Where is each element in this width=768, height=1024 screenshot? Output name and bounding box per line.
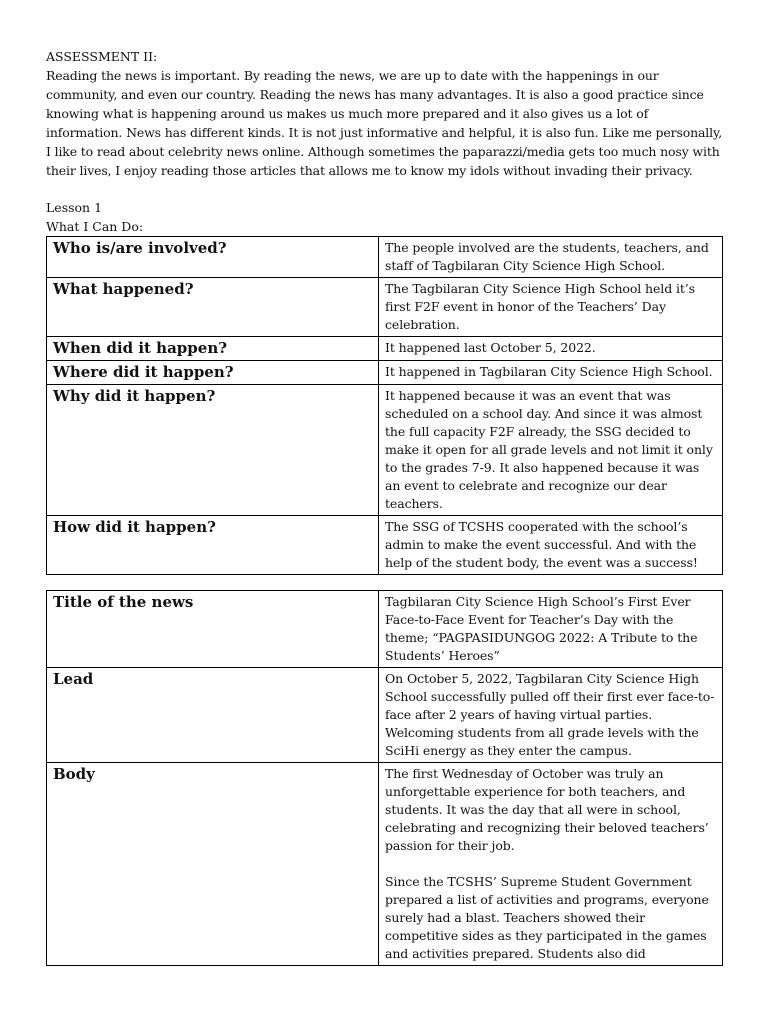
table-row [47, 361, 723, 385]
table-row [47, 763, 723, 966]
lead-label-cell: Lead [47, 668, 379, 763]
table-row [47, 337, 723, 361]
title-value-cell: Tagbilaran City Science High School’s First Ever Face-to-Face Event for Teacher’s Day with the theme; “PAGPASIDUNGOG 2022: A Tribute to the Students’ Heroes” [379, 591, 723, 668]
answer-cell: The people involved are the students, teachers, and staff of Tagbilaran City Science High School. [379, 237, 723, 278]
news-structure-table [46, 590, 723, 966]
answer-cell: It happened last October 5, 2022. [379, 337, 723, 361]
lesson-title: Lesson 1 [46, 200, 103, 215]
answer-cell: It happened because it was an event that was scheduled on a school day. And since it was almost the full capacity F2F already, the SSG decided to make it open for all grade levels and not limit it only to the grades 7-9. It also happened because it was an event to celebrate and recognize our dear teachers. [379, 385, 723, 516]
question-cell: When did it happen? [47, 337, 379, 361]
lead-value-cell: On October 5, 2022, Tagbilaran City Science High School successfully pulled off their first ever face-to-face after 2 years of having virtual parties. Welcoming students from all grade levels with the SciHi energy as they enter the campus. [379, 668, 723, 763]
assessment-heading: ASSESSMENT II: [46, 49, 158, 64]
question-cell: What happened? [47, 278, 379, 337]
table-row [47, 591, 723, 668]
answer-cell: It happened in Tagbilaran City Science High School. [379, 361, 723, 385]
assessment-paragraph: Reading the news is important. By reading the news, we are up to date with the happenings in our community, and even our country. Reading the news has many advantages. It is also a good practice since knowing what is happening around us makes us much more prepared and it also gives us a lot of information. News has different kinds. It is not just informative and helpful, it is also fun. Like me personally, I like to read about celebrity news online. Although sometimes the paparazzi/media gets too much nosy with their lives, I enjoy reading those articles that allows me to know my idols without invading their privacy. [46, 68, 723, 178]
answer-cell: The Tagbilaran City Science High School held it’s first F2F event in honor of the Teachers’ Day celebration. [379, 278, 723, 337]
body-value-cell [379, 763, 723, 966]
answer-cell: The SSG of TCSHS cooperated with the school’s admin to make the event successful. And with the help of the student body, the event was a success! [379, 516, 723, 575]
question-cell: How did it happen? [47, 516, 379, 575]
table-row [47, 516, 723, 575]
body-label-cell: Body [47, 763, 379, 966]
title-label-cell: Title of the news [47, 591, 379, 668]
table-row [47, 237, 723, 278]
question-cell: Where did it happen? [47, 361, 379, 385]
question-cell: Why did it happen? [47, 385, 379, 516]
body-paragraph-1: The first Wednesday of October was truly an unforgettable experience for both teachers, and students. It was the day that all were in school, celebrating and recognizing their beloved teachers’ passion for their job. [385, 766, 709, 853]
lesson-subtitle: What I Can Do: [46, 219, 144, 234]
document-page [46, 48, 726, 966]
question-cell: Who is/are involved? [47, 237, 379, 278]
body-paragraph-2: Since the TCSHS’ Supreme Student Government prepared a list of activities and programs, everyone surely had a blast. Teachers showed their competitive sides as they participated in the games and activities prepared. Students also did [385, 874, 709, 961]
five-w-table [46, 236, 723, 575]
table-row [47, 385, 723, 516]
table-row [47, 278, 723, 337]
table-row [47, 668, 723, 763]
